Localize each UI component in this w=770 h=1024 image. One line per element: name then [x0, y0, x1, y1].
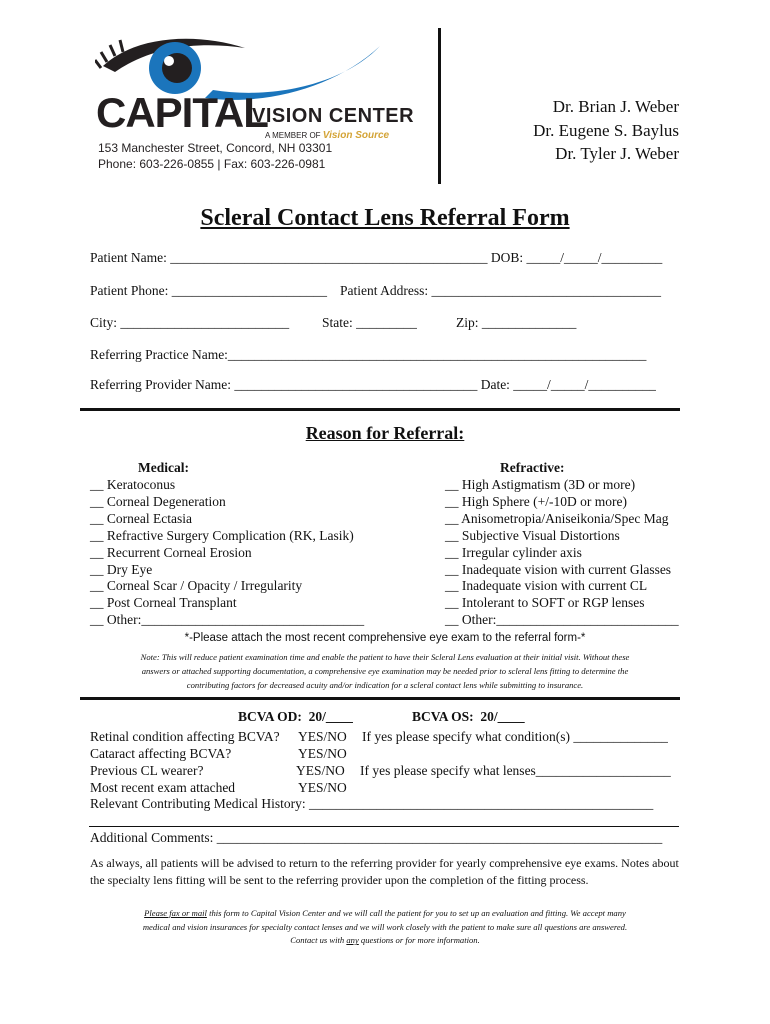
previous-cl-question: Previous CL wearer?: [90, 763, 204, 778]
contact-footer: [95, 907, 675, 948]
section-divider: [80, 408, 680, 411]
previous-cl-specify-field[interactable]: If yes please specify what lenses____________________: [360, 763, 671, 778]
note-line: contributing factors for decreased acuity and/or indication for a scleral contact lens while submitting to insurance.: [186, 680, 584, 690]
refractive-option[interactable]: __ Subjective Visual Distortions: [445, 527, 620, 543]
medical-history-field[interactable]: Relevant Contributing Medical History: ___________________________________________________: [90, 796, 654, 811]
doctor-list: [533, 95, 679, 166]
footer-line: [95, 907, 675, 921]
closing-paragraph: As always, all patients will be advised to return to the referring provider for yearly comprehensive eye exams. Notes about the specialty lens fitting will be sent to the referring provider upon the completion of the fitting process.: [90, 856, 679, 887]
referral-note: [95, 650, 675, 692]
refractive-option[interactable]: __ Irregular cylinder axis: [445, 544, 582, 560]
medical-option[interactable]: __ Corneal Degeneration: [90, 493, 226, 509]
cataract-question: Cataract affecting BCVA?: [90, 746, 232, 761]
additional-comments-field[interactable]: Additional Comments: __________________________________________________________________: [90, 830, 663, 845]
patient-address-field[interactable]: Patient Address: __________________________________: [340, 283, 661, 298]
attach-exam-note: *-Please attach the most recent comprehensive eye exam to the referral form-*: [184, 632, 586, 644]
medical-option[interactable]: __ Post Corneal Transplant: [90, 595, 237, 611]
medical-heading: Medical:: [138, 460, 189, 475]
recent-exam-yes-no[interactable]: YES/NO: [298, 780, 347, 795]
zip-field[interactable]: Zip: ______________: [456, 315, 577, 330]
refractive-option[interactable]: __ High Astigmatism (3D or more): [445, 477, 636, 492]
medical-option[interactable]: __ Corneal Ectasia: [90, 510, 192, 526]
medical-option[interactable]: __ Corneal Scar / Opacity / Irregularity: [90, 578, 303, 594]
bcva-os-field[interactable]: BCVA OS: 20/____: [412, 709, 525, 724]
medical-option[interactable]: __ Other:_________________________________: [90, 612, 365, 628]
previous-cl-yes-no[interactable]: YES/NO: [296, 763, 345, 778]
member-of-line: [265, 130, 389, 141]
medical-option[interactable]: __ Recurrent Corneal Erosion: [90, 544, 252, 560]
cataract-yes-no[interactable]: YES/NO: [298, 746, 347, 761]
refractive-option[interactable]: __ Intolerant to SOFT or RGP lenses: [445, 595, 645, 611]
footer-line: medical and vision insurances for specialty contact lenses and we will work closely with the patient to make sure all questions are answered.: [142, 921, 628, 932]
retinal-question: Retinal condition affecting BCVA?: [90, 729, 280, 744]
refractive-option[interactable]: __ Other:___________________________: [445, 612, 679, 628]
footer-text: questions or for more information.: [358, 935, 480, 945]
fax-mail-link[interactable]: Please fax or mail: [144, 908, 207, 918]
footer-emphasis: any: [346, 935, 359, 945]
patient-name-field[interactable]: Patient Name: _______________________________________________ DOB: _____/_____/_________: [90, 250, 663, 265]
practice-address: 153 Manchester Street, Concord, NH 03301: [98, 141, 333, 155]
patient-phone-field[interactable]: Patient Phone: _______________________: [90, 283, 327, 298]
refractive-option[interactable]: __ High Sphere (+/-10D or more): [445, 493, 627, 509]
doctor-name: Dr. Tyler J. Weber: [555, 144, 679, 163]
footer-text: Contact us with: [290, 935, 347, 945]
brand-name: CAPITAL: [96, 89, 268, 136]
form-title: Scleral Contact Lens Referral Form: [200, 205, 570, 231]
refractive-option[interactable]: __ Inadequate vision with current CL: [445, 578, 648, 594]
footer-line: [95, 934, 675, 948]
history-blank-line[interactable]: [89, 826, 679, 827]
note-line: answers or attached supporting documentation, a comprehensive eye examination may be needed prior to scleral lens fitting to determine the: [141, 666, 629, 676]
practice-phone-fax: Phone: 603-226-0855 | Fax: 603-226-0981: [98, 157, 326, 171]
refractive-option[interactable]: __ Inadequate vision with current Glasses: [445, 561, 672, 577]
state-field[interactable]: State: _________: [322, 315, 417, 330]
retinal-specify-field[interactable]: If yes please specify what condition(s) ______________: [362, 729, 668, 744]
refractive-list: [445, 477, 679, 629]
reason-heading: Reason for Referral:: [305, 423, 465, 443]
medical-option[interactable]: __ Dry Eye: [90, 561, 153, 577]
referring-practice-field[interactable]: Referring Practice Name:______________________________________________________________: [90, 347, 647, 362]
note-line: Note: This will reduce patient examination time and enable the patient to have their Scleral Lens evaluation at their initial visit. Without these: [140, 652, 630, 662]
medical-option[interactable]: __ Refractive Surgery Complication (RK, Lasik): [90, 527, 354, 543]
city-field[interactable]: City: _________________________: [90, 315, 290, 330]
refractive-heading: Refractive:: [500, 460, 565, 475]
header-divider: [438, 28, 441, 184]
member-network: Vision Source: [322, 130, 390, 141]
bcva-od-field[interactable]: BCVA OD: 20/____: [238, 709, 353, 724]
doctor-name: Dr. Brian J. Weber: [552, 97, 679, 116]
member-prefix: A MEMBER OF: [265, 131, 321, 140]
recent-exam-question: Most recent exam attached: [90, 780, 236, 795]
footer-text: this form to Capital Vision Center and we will call the patient for you to set up an evaluation and fitting. We accept many: [206, 908, 626, 918]
retinal-yes-no[interactable]: YES/NO: [298, 729, 347, 744]
medical-option[interactable]: __ Keratoconus: [90, 477, 176, 492]
brand-subtitle: VISION CENTER: [252, 105, 415, 127]
referring-provider-field[interactable]: Referring Provider Name: ____________________________________ Date: _____/_____/__________: [90, 377, 656, 392]
section-divider: [80, 697, 680, 700]
doctor-name: Dr. Eugene S. Baylus: [533, 120, 679, 140]
medical-list: [90, 477, 364, 629]
refractive-option[interactable]: __ Anisometropia/Aniseikonia/Spec Mag: [445, 510, 669, 526]
